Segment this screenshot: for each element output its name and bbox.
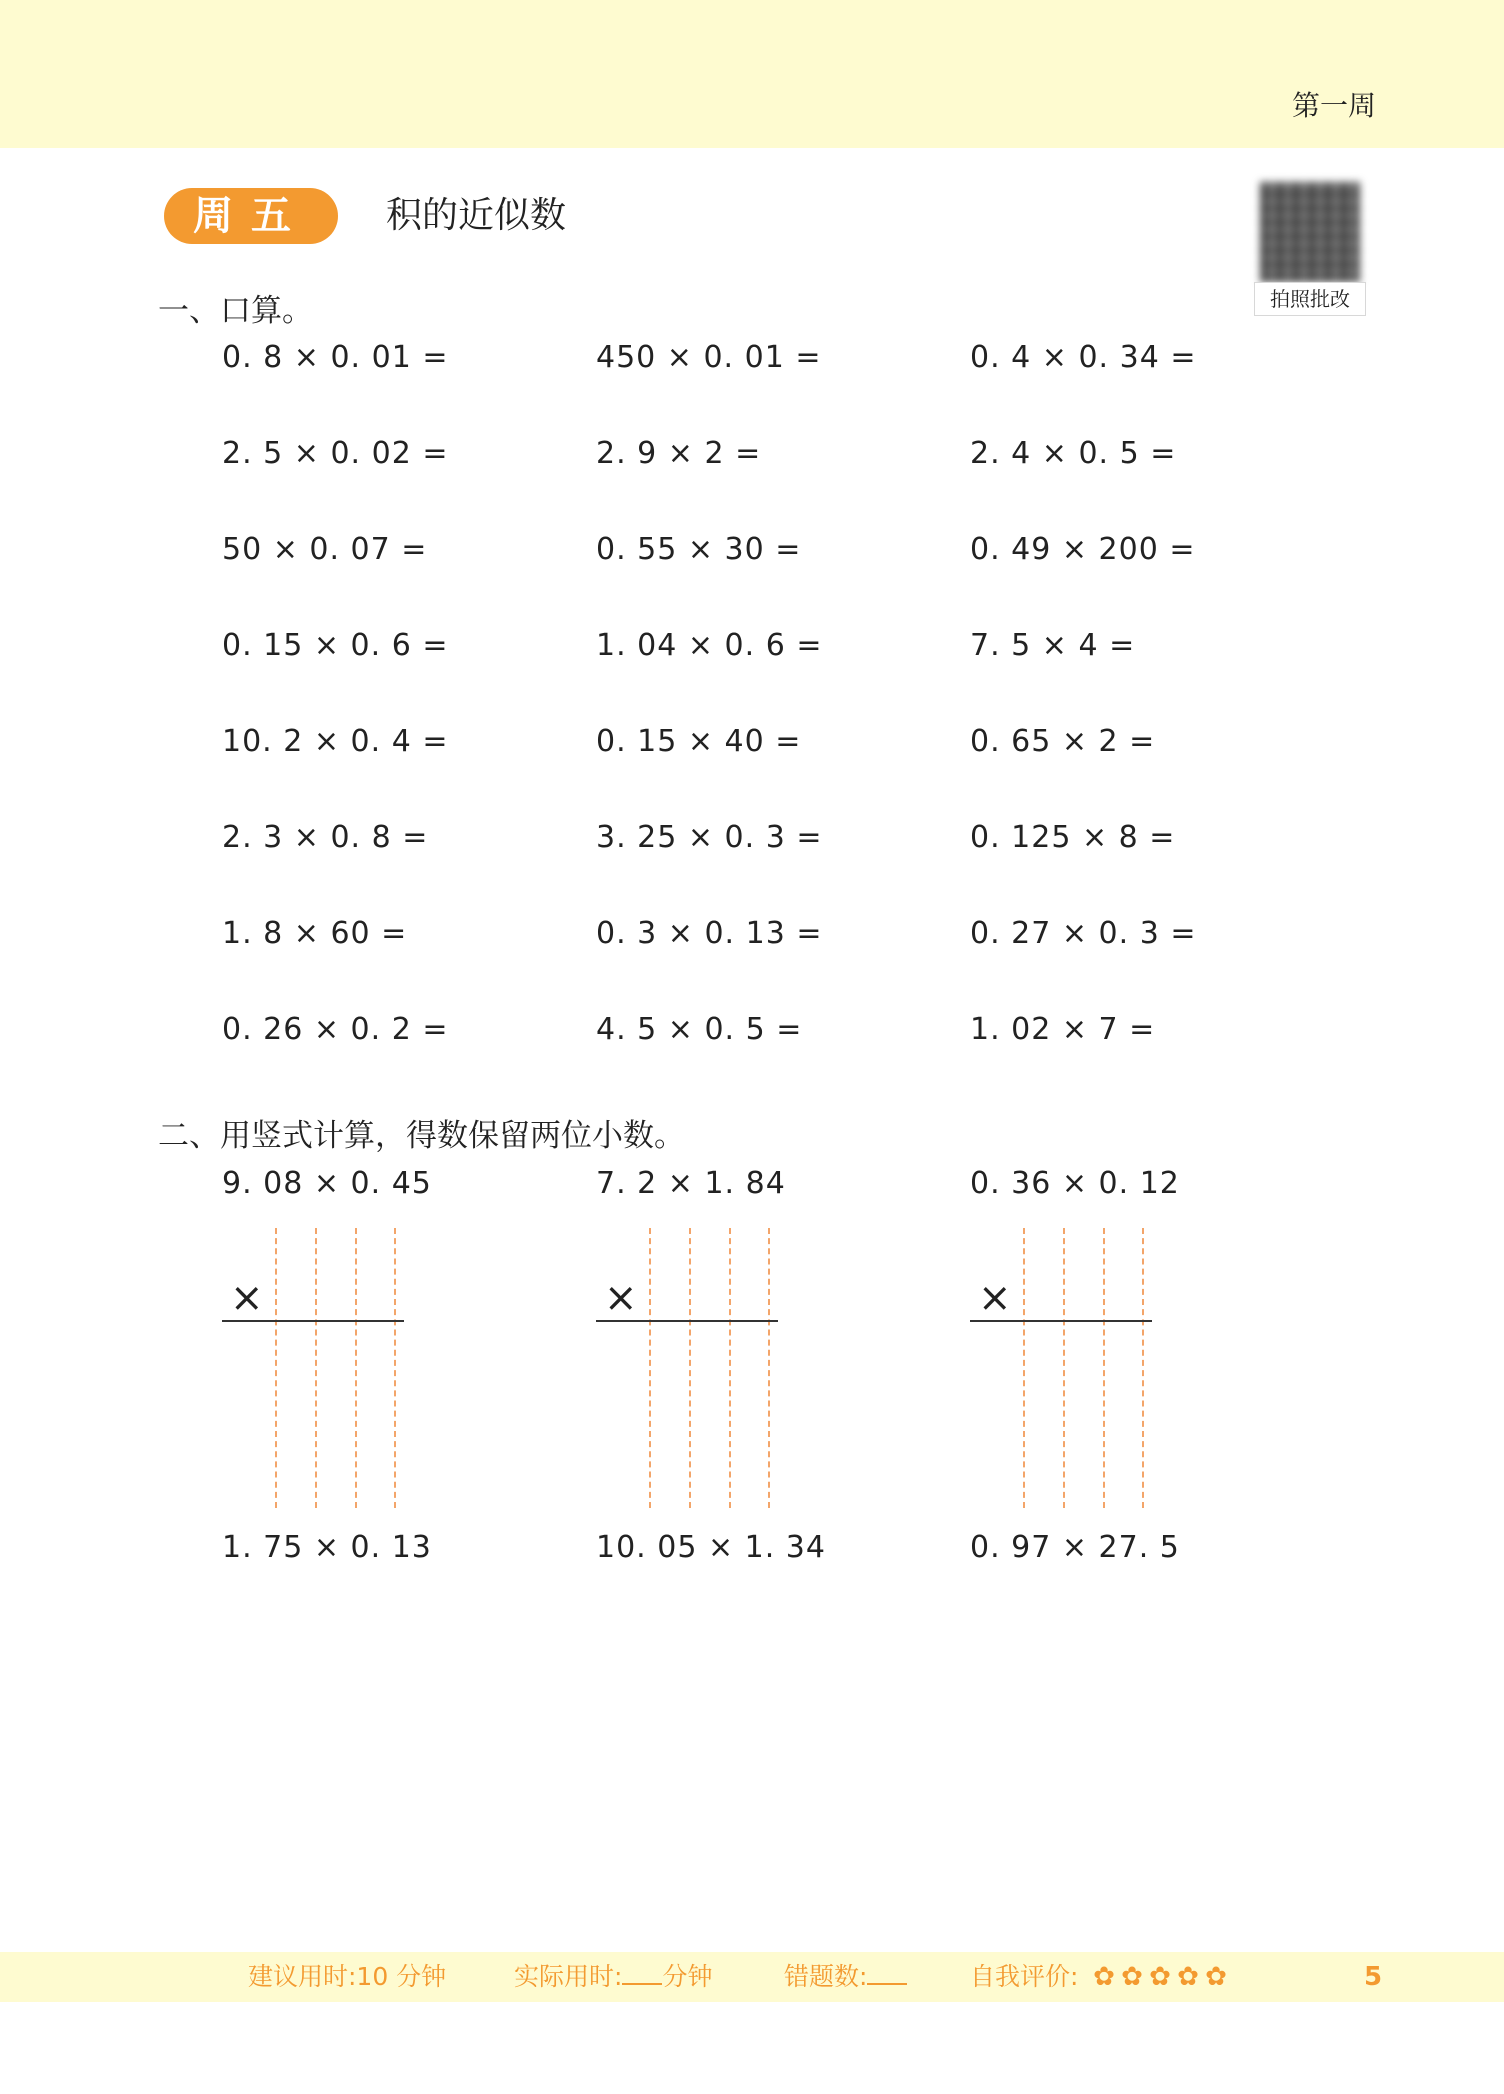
page-number: 5 [1364,1962,1383,1992]
self-evaluation-label: 自我评价: [970,1962,1079,1991]
oral-problem: 4. 5 × 0. 5 = [596,1012,803,1047]
oral-problem: 1. 04 × 0. 6 = [596,628,823,663]
lesson-title: 积的近似数 [386,195,567,236]
oral-problem: 1. 02 × 7 = [970,1012,1156,1047]
oral-problem: 2. 4 × 0. 5 = [970,436,1177,471]
multiply-sign: × [604,1275,638,1321]
oral-problem: 0. 3 × 0. 13 = [596,916,823,951]
underline-rule [596,1320,778,1322]
multiply-sign: × [978,1275,1012,1321]
oral-problem: 0. 125 × 8 = [970,820,1176,855]
flower-star-icon[interactable]: ✿ [1177,1962,1199,1992]
footer-band [0,1952,1504,2002]
work-area[interactable] [596,1228,786,1518]
section-one-title: 一、口算。 [158,293,313,329]
flower-star-icon[interactable]: ✿ [1205,1962,1227,1992]
work-area[interactable] [222,1228,412,1518]
vertical-problem: 1. 75 × 0. 13 [222,1530,432,1565]
oral-problem: 0. 8 × 0. 01 = [222,340,449,375]
day-badge: 周五 [164,188,338,244]
oral-problem: 0. 49 × 200 = [970,532,1196,567]
oral-problem: 3. 25 × 0. 3 = [596,820,823,855]
oral-problem: 0. 55 × 30 = [596,532,802,567]
self-evaluation-stars[interactable] [1090,1952,1230,2002]
oral-problem: 0. 4 × 0. 34 = [970,340,1197,375]
oral-problem: 0. 15 × 0. 6 = [222,628,449,663]
oral-problem: 0. 15 × 40 = [596,724,802,759]
section-two-title: 二、用竖式计算，得数保留两位小数。 [158,1118,685,1154]
suggested-time: 建议用时:10 分钟 [248,1962,447,1991]
vertical-problem: 7. 2 × 1. 84 [596,1166,786,1201]
qr-code[interactable] [1260,182,1360,282]
oral-problem: 450 × 0. 01 = [596,340,822,375]
oral-problem: 50 × 0. 07 = [222,532,428,567]
underline-rule [970,1320,1152,1322]
actual-time: 实际用时: 分钟 [514,1962,713,1991]
oral-problem: 2. 3 × 0. 8 = [222,820,429,855]
flower-star-icon[interactable]: ✿ [1149,1962,1171,1992]
oral-problem: 2. 9 × 2 = [596,436,762,471]
vertical-problem: 9. 08 × 0. 45 [222,1166,432,1201]
flower-star-icon[interactable]: ✿ [1121,1962,1143,1992]
error-count: 错题数: [784,1952,907,2002]
underline-rule [222,1320,404,1322]
oral-problem: 7. 5 × 4 = [970,628,1136,663]
vertical-problem: 10. 05 × 1. 34 [596,1530,826,1565]
vertical-problem: 0. 36 × 0. 12 [970,1166,1180,1201]
oral-problem: 0. 26 × 0. 2 = [222,1012,449,1047]
week-label: 第一周 [1291,89,1376,122]
oral-problem: 0. 27 × 0. 3 = [970,916,1197,951]
actual-time-blank[interactable] [622,1963,662,1985]
oral-problem: 0. 65 × 2 = [970,724,1156,759]
flower-star-icon[interactable]: ✿ [1093,1962,1115,1992]
error-count-blank[interactable] [867,1963,907,1985]
qr-caption[interactable]: 拍照批改 [1254,282,1366,316]
header-band [0,0,1504,148]
oral-problem: 10. 2 × 0. 4 = [222,724,449,759]
work-area[interactable] [970,1228,1160,1518]
vertical-problem: 0. 97 × 27. 5 [970,1530,1180,1565]
multiply-sign: × [230,1275,264,1321]
oral-problem: 1. 8 × 60 = [222,916,408,951]
oral-problem: 2. 5 × 0. 02 = [222,436,449,471]
